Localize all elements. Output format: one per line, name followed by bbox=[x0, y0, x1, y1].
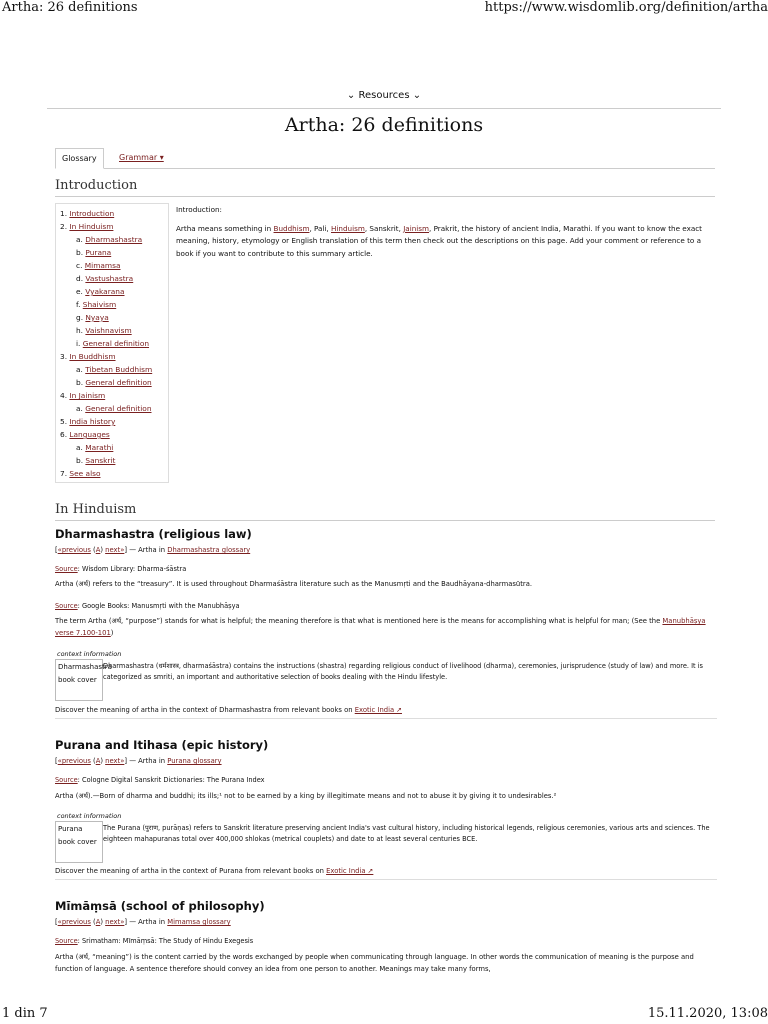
next-link[interactable]: next» bbox=[105, 757, 125, 765]
letter-link[interactable]: A bbox=[95, 918, 101, 926]
verse-link[interactable]: Manubhāṣya verse 7.100-101 bbox=[55, 617, 706, 637]
toc-link[interactable]: Tibetan Buddhism bbox=[85, 365, 153, 374]
toc-item[interactable] bbox=[60, 417, 115, 426]
toc-link[interactable]: In Jainism bbox=[69, 391, 106, 400]
toc-link[interactable]: Mimamsa bbox=[84, 261, 121, 270]
letter-link[interactable]: A bbox=[95, 546, 101, 554]
print-title: Artha: 26 definitions bbox=[2, 0, 138, 15]
print-footer bbox=[0, 1006, 768, 1022]
toc-item[interactable] bbox=[76, 300, 116, 309]
tab-grammar[interactable]: Grammar ▾ bbox=[119, 153, 164, 162]
toc-item[interactable] bbox=[76, 326, 132, 335]
exotic-india-link[interactable]: Exotic India ↗ bbox=[354, 706, 402, 714]
page-title: Artha: 26 definitions bbox=[284, 114, 484, 136]
context-text: The Purana (पुराण, purāṇas) refers to Sanskrit literature preserving ancient India's vast cultural history, including historical legends, religious ceremonies, various arts and sciences. The eighteen mahapuranas total over 400,000 shlokas (metrical couplets) and date to at least several centuries BCE. bbox=[103, 824, 710, 843]
definition-text: Artha (अर्थ, “meaning”) is the content carried by the words exchanged by people when communicating through language. In other words the communication of meaning is the purpose and function of language. A sentence therefore should convey an idea from one person to another. Meanings may take many forms, bbox=[55, 953, 694, 973]
toc-number: 3. bbox=[60, 352, 70, 361]
toc-item[interactable] bbox=[76, 274, 133, 283]
link-jainism[interactable]: Jainism bbox=[403, 223, 430, 233]
intro-heading: Introduction: bbox=[176, 205, 222, 214]
previous-link[interactable]: «previous bbox=[57, 546, 91, 554]
toc-link[interactable]: In Hinduism bbox=[69, 222, 114, 231]
toc-number: b. bbox=[76, 248, 86, 257]
resources-menu[interactable]: ⌄ Resources ⌄ bbox=[346, 90, 422, 101]
definition-text: Artha (अर्थ).—Born of dharma and buddhi; its ills;¹ not to be earned by a king by illegitimate means and not to abuse it by giving it to undesirables.² bbox=[55, 792, 557, 800]
glossary-link[interactable]: Purana glossary bbox=[167, 757, 222, 765]
introduction-text bbox=[176, 204, 716, 266]
divider bbox=[55, 718, 717, 719]
exotic-india-link[interactable]: Exotic India ↗ bbox=[326, 867, 374, 875]
toc-item[interactable] bbox=[60, 209, 114, 218]
tab-glossary[interactable]: Glossary bbox=[55, 148, 104, 169]
dharmashastra-nav: [«previous (A) next»] — Artha in Dharmashastra glossary bbox=[55, 546, 251, 554]
toc-number: 1. bbox=[60, 209, 70, 218]
glossary-link[interactable]: Mimamsa glossary bbox=[167, 918, 231, 926]
link-hinduism[interactable]: Hinduism bbox=[331, 223, 365, 233]
toc-link[interactable]: Languages bbox=[69, 430, 110, 439]
intro-paragraph: Artha means something in Buddhism, Pali, Hinduism, Sanskrit, Jainism, Prakrit, the history of ancient India, Marathi. If you want to know the exact meaning, history, etymology or English translation of this term then check out the descriptions on this page. Add your comment or reference to a book if you want to contribute to this summary article. bbox=[176, 223, 703, 258]
print-url: https://www.wisdomlib.org/definition/artha bbox=[484, 0, 768, 15]
context-label: context information bbox=[57, 812, 122, 820]
toc-number: d. bbox=[76, 274, 86, 283]
source-label[interactable]: Source bbox=[55, 565, 78, 573]
toc-number: 4. bbox=[60, 391, 70, 400]
toc-number: 2. bbox=[60, 222, 70, 231]
next-link[interactable]: next» bbox=[105, 546, 125, 554]
book-cover-image[interactable]: Purana book cover bbox=[55, 821, 103, 863]
toc-number: h. bbox=[76, 326, 86, 335]
discover-line: Discover the meaning of artha in the context of Purana from relevant books on Exotic India ↗ bbox=[55, 867, 374, 875]
divider bbox=[55, 879, 717, 880]
toc-link[interactable]: Nyaya bbox=[85, 313, 109, 322]
toc-link[interactable]: India history bbox=[69, 417, 116, 426]
toc-item[interactable] bbox=[76, 443, 113, 452]
toc-number: a. bbox=[76, 404, 86, 413]
section-heading-introduction: Introduction bbox=[55, 178, 715, 197]
toc-link[interactable]: Sanskrit bbox=[85, 456, 116, 465]
previous-link[interactable]: «previous bbox=[57, 918, 91, 926]
toc-number: 6. bbox=[60, 430, 70, 439]
tab-bar bbox=[55, 148, 715, 169]
toc-link[interactable]: Vyakarana bbox=[85, 287, 125, 296]
toc-item[interactable] bbox=[76, 313, 109, 322]
source-label[interactable]: Source bbox=[55, 937, 78, 945]
source-line: Source: Cologne Digital Sanskrit Dictionaries: The Purana Index bbox=[55, 776, 265, 784]
divider bbox=[47, 108, 721, 109]
toc-link[interactable]: Dharmashastra bbox=[85, 235, 143, 244]
toc-number: 5. bbox=[60, 417, 70, 426]
definition-text: Artha (अर्थ) refers to the “treasury”. It is used throughout Dharmaśāstra literature such as the Manusmṛti and the Baudhāyana-dharmasūtra. bbox=[55, 580, 533, 588]
glossary-link[interactable]: Dharmashastra glossary bbox=[167, 546, 251, 554]
discover-line: Discover the meaning of artha in the context of Dharmashastra from relevant books on Exotic India ↗ bbox=[55, 706, 402, 714]
toc-item[interactable] bbox=[76, 404, 152, 413]
source-label[interactable]: Source bbox=[55, 776, 78, 784]
toc-number: a. bbox=[76, 365, 86, 374]
toc-item[interactable] bbox=[60, 391, 105, 400]
toc-item[interactable] bbox=[76, 287, 124, 296]
toc-item[interactable] bbox=[60, 430, 110, 439]
mimamsa-nav: [«previous (A) next»] — Artha in Mimamsa glossary bbox=[55, 918, 231, 926]
letter-link[interactable]: A bbox=[95, 757, 101, 765]
book-cover-image[interactable]: Dharmashastra book cover bbox=[55, 659, 103, 701]
toc-link[interactable]: Shaivism bbox=[82, 300, 117, 309]
toc-link[interactable]: Vaishnavism bbox=[85, 326, 132, 335]
toc-link[interactable]: In Buddhism bbox=[69, 352, 116, 361]
toc-link[interactable]: General definition bbox=[85, 404, 152, 413]
toc-number: a. bbox=[76, 443, 86, 452]
table-of-contents bbox=[55, 203, 169, 483]
print-datetime: 15.11.2020, 13:08 bbox=[647, 1006, 768, 1021]
toc-number: a. bbox=[76, 235, 86, 244]
next-link[interactable]: next» bbox=[105, 918, 125, 926]
toc-link[interactable]: General definition bbox=[85, 378, 152, 387]
toc-item[interactable] bbox=[76, 456, 115, 465]
source-label[interactable]: Source bbox=[55, 602, 78, 610]
source-line: Source: Srimatham: Mīmāṃsā: The Study of Hindu Exegesis bbox=[55, 937, 254, 945]
dharmashastra-heading: Dharmashastra (religious law) bbox=[55, 527, 252, 541]
toc-number: g. bbox=[76, 313, 86, 322]
toc-item[interactable] bbox=[76, 378, 152, 387]
toc-item[interactable] bbox=[60, 352, 116, 361]
purana-heading: Purana and Itihasa (epic history) bbox=[55, 738, 269, 752]
toc-number: 7. bbox=[60, 469, 70, 478]
toc-number: i. bbox=[76, 339, 83, 348]
toc-link[interactable]: General definition bbox=[82, 339, 150, 348]
toc-item[interactable] bbox=[76, 261, 121, 270]
mimamsa-heading: Mīmāṃsā (school of philosophy) bbox=[55, 899, 265, 913]
source-line: Source: Google Books: Manusmṛti with the Manubhāṣya bbox=[55, 602, 240, 610]
toc-number: b. bbox=[76, 456, 86, 465]
toc-number: b. bbox=[76, 378, 86, 387]
source-line: Source: Wisdom Library: Dharma-śāstra bbox=[55, 565, 187, 573]
toc-item[interactable] bbox=[76, 235, 142, 244]
toc-link[interactable]: Introduction bbox=[69, 209, 115, 218]
link-buddhism[interactable]: Buddhism bbox=[273, 223, 310, 233]
toc-number: f. bbox=[76, 300, 83, 309]
toc-item[interactable] bbox=[60, 222, 113, 231]
toc-number: c. bbox=[76, 261, 85, 270]
toc-link[interactable]: Vastushastra bbox=[85, 274, 134, 283]
purana-nav: [«previous (A) next»] — Artha in Purana glossary bbox=[55, 757, 222, 765]
toc-item[interactable] bbox=[76, 248, 111, 257]
toc-item[interactable] bbox=[76, 339, 149, 348]
context-text: Dharmashastra (धर्मशास्त्र, dharmaśāstra) contains the instructions (shastra) regarding religious conduct of livelihood (dharma), ceremonies, jurisprudence (study of law) and more. It is categorized as smriti, an important and authoritative selection of books dealing with the Hindu lifestyle. bbox=[103, 662, 703, 681]
toc-number: e. bbox=[76, 287, 86, 296]
toc-link[interactable]: Marathi bbox=[85, 443, 114, 452]
definition-text: The term Artha (अर्थ, “purpose”) stands for what is helpful; the meaning therefore is that what is mentioned here is the means for accomplishing what is helpful for man; (See the Manubhāṣya verse 7.100-101) bbox=[55, 617, 706, 637]
section-heading-hinduism: In Hinduism bbox=[55, 502, 715, 521]
toc-link[interactable]: Purana bbox=[85, 248, 112, 257]
toc-item[interactable] bbox=[60, 469, 101, 478]
toc-link[interactable]: See also bbox=[69, 469, 101, 478]
previous-link[interactable]: «previous bbox=[57, 757, 91, 765]
print-header bbox=[0, 0, 768, 16]
toc-item[interactable] bbox=[76, 365, 152, 374]
context-label: context information bbox=[57, 650, 122, 658]
page-number: 1 din 7 bbox=[2, 1006, 48, 1021]
